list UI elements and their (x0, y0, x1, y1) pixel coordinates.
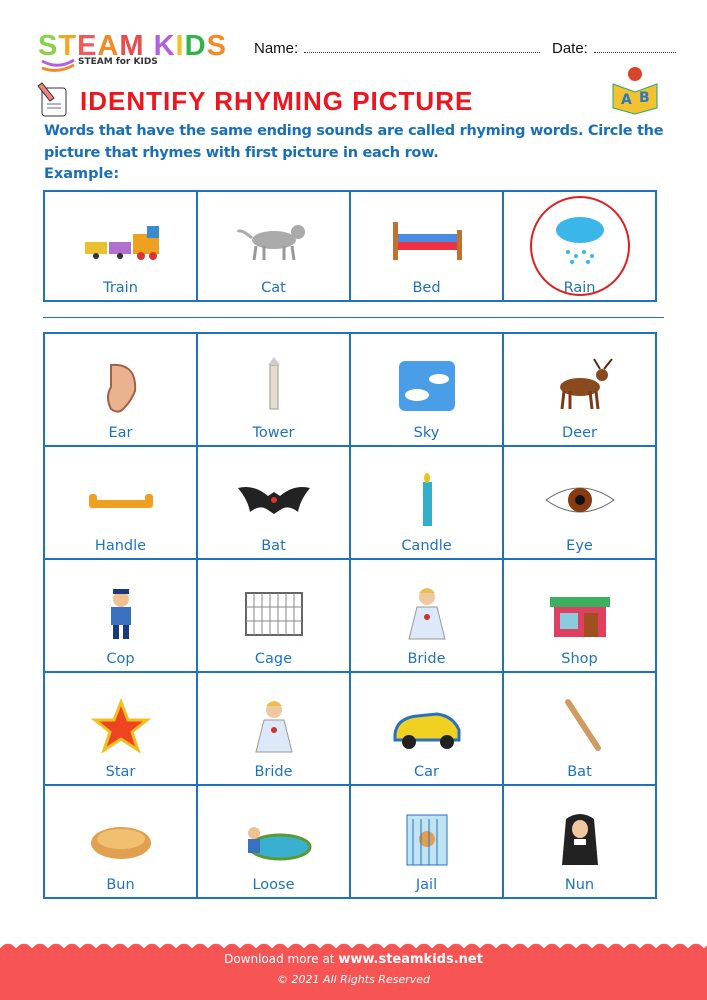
picture-cell-candle[interactable] (350, 446, 503, 559)
picture-label: Candle (401, 538, 452, 554)
date-field[interactable] (552, 40, 676, 57)
jail-icon (351, 799, 502, 877)
picture-cell-tower[interactable] (197, 333, 350, 446)
footer-download: Download more at www.steamkids.net (224, 952, 483, 967)
table-row (44, 191, 656, 301)
picture-cell-cop[interactable] (44, 559, 197, 672)
picture-cell-ear[interactable] (44, 333, 197, 446)
picture-cell-eye[interactable] (503, 446, 656, 559)
bride-icon (351, 573, 502, 651)
picture-cell-cat[interactable] (197, 191, 350, 301)
divider (43, 317, 664, 318)
page-title: IDENTIFY RHYMING PICTURE (80, 86, 474, 116)
sky-icon (351, 347, 502, 425)
instructions: Words that have the same ending sounds are called rhyming words. Circle the picture that rhymes with first picture in each row. (44, 123, 664, 161)
picture-cell-bride[interactable] (197, 672, 350, 785)
table-row (44, 446, 656, 559)
picture-label: Bride (407, 651, 446, 667)
picture-cell-deer[interactable] (503, 333, 656, 446)
steam-kids-logo: STEAM KIDS (38, 30, 227, 62)
picture-cell-jail[interactable] (350, 785, 503, 898)
bed-icon (351, 202, 502, 280)
picture-label: Nun (564, 877, 595, 893)
bat-icon (198, 460, 349, 538)
example-label: Example: (44, 166, 120, 182)
example-table (43, 190, 657, 302)
picture-cell-star[interactable] (44, 672, 197, 785)
cat-icon (198, 202, 349, 280)
handle-icon (45, 460, 196, 538)
picture-label: Car (414, 764, 439, 780)
footer-copyright: © 2021 All Rights Reserved (276, 973, 430, 986)
picture-label: Bat (261, 538, 286, 554)
picture-label: Handle (94, 538, 147, 554)
car-icon (351, 686, 502, 764)
picture-cell-cage[interactable] (197, 559, 350, 672)
picture-cell-rain[interactable] (503, 191, 656, 301)
table-row (44, 559, 656, 672)
picture-cell-nun[interactable] (503, 785, 656, 898)
bun-icon (45, 799, 196, 877)
picture-label: Rain (563, 280, 596, 296)
ear-icon (45, 347, 196, 425)
picture-label: Bun (106, 877, 135, 893)
star-icon (45, 686, 196, 764)
name-field[interactable] (254, 40, 540, 57)
picture-cell-sky[interactable] (350, 333, 503, 446)
picture-cell-shop[interactable] (503, 559, 656, 672)
picture-cell-train[interactable] (44, 191, 197, 301)
picture-label: Star (105, 764, 136, 780)
train-icon (45, 202, 196, 280)
picture-label: Jail (415, 877, 438, 893)
table-row (44, 333, 656, 446)
logo-swoosh-icon (40, 58, 76, 74)
picture-label: Ear (108, 425, 133, 441)
picture-label: Cat (261, 280, 286, 296)
svg-text:B: B (639, 90, 650, 106)
abc-book-icon (607, 62, 663, 118)
candle-icon (351, 460, 502, 538)
picture-label: Bat (567, 764, 592, 780)
cage-icon (198, 573, 349, 651)
picture-label: Shop (561, 651, 598, 667)
tower-icon (198, 347, 349, 425)
deer-icon (504, 347, 655, 425)
picture-label: Cage (254, 651, 293, 667)
picture-label: Bride (254, 764, 293, 780)
picture-cell-bun[interactable] (44, 785, 197, 898)
pencil-paper-icon (36, 82, 70, 118)
svg-text:A: A (621, 92, 632, 108)
picture-label: Train (103, 280, 138, 296)
picture-label: Deer (562, 425, 597, 441)
bride-icon (198, 686, 349, 764)
picture-cell-bride[interactable] (350, 559, 503, 672)
footer-url-link[interactable]: www.steamkids.net (338, 952, 483, 967)
name-label: Name: (254, 40, 299, 57)
cop-icon (45, 573, 196, 651)
picture-cell-loose[interactable] (197, 785, 350, 898)
eye-icon (504, 460, 655, 538)
picture-cell-bat[interactable] (503, 672, 656, 785)
picture-label: Cop (106, 651, 135, 667)
nun-icon (504, 799, 655, 877)
answer-circle (530, 196, 630, 296)
table-row (44, 672, 656, 785)
table-row (44, 785, 656, 898)
exercise-table (43, 332, 657, 899)
picture-cell-bed[interactable] (350, 191, 503, 301)
logo-subtitle: STEAM for KIDS (78, 57, 158, 67)
baseball-bat-icon (504, 686, 655, 764)
picture-cell-car[interactable] (350, 672, 503, 785)
shop-icon (504, 573, 655, 651)
pond-icon (198, 799, 349, 877)
picture-label: Bed (412, 280, 441, 296)
picture-label: Sky (413, 425, 440, 441)
picture-label: Tower (252, 425, 295, 441)
picture-cell-bat[interactable] (197, 446, 350, 559)
picture-label: Loose (252, 877, 295, 893)
date-label: Date: (552, 40, 588, 57)
picture-cell-handle[interactable] (44, 446, 197, 559)
picture-label: Eye (566, 538, 593, 554)
